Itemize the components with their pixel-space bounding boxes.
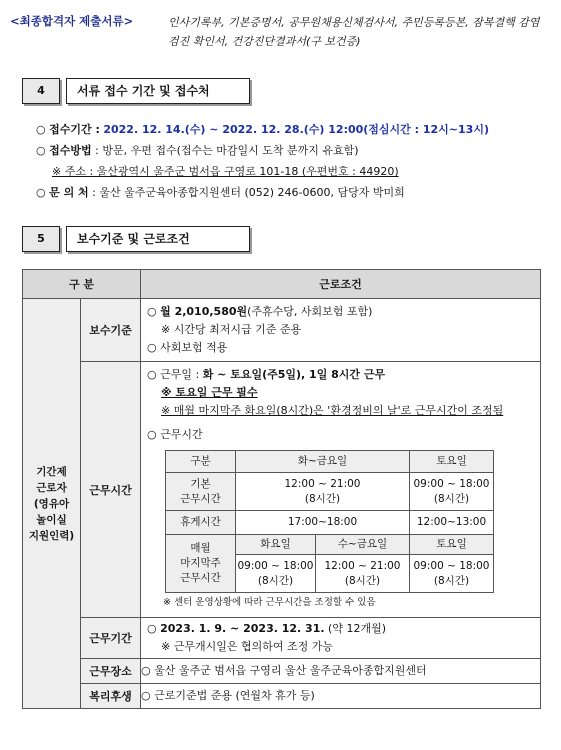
hours-line-3: ※ 매월 마지막주 화요일(8시간)은 '환경정비의 날'로 근무시간이 조정됨 (161, 404, 504, 417)
hours-line-4: ○ 근무시간 (147, 428, 203, 441)
work-period: 2023. 1. 9. ~ 2023. 12. 31. (160, 622, 325, 635)
section-5-number: 5 (22, 226, 60, 252)
break-tue-fri: 17:00~18:00 (236, 511, 410, 535)
last-week-wed-fri: 12:00 ~ 21:00 (8시간) (316, 555, 410, 593)
last-week-sat: 09:00 ~ 18:00 (8시간) (410, 555, 494, 593)
break-sat: 12:00~13:00 (410, 511, 494, 535)
application-period (36, 121, 489, 139)
last-week-header-wed-fri: 수~금요일 (316, 535, 410, 555)
workday-label: 근무일 : (156, 368, 203, 381)
hours-cell (141, 362, 541, 618)
period-line-2: ※ 근무개시일은 협의하여 조정 가능 (161, 640, 333, 653)
place-label: 근무장소 (81, 659, 141, 684)
workday-value: 화 ~ 토요일(주5일), 1일 8시간 근무 (202, 368, 386, 381)
contact-value: : 울산 울주군육아종합지원센터 (052) 246-0600, 담당자 박미희 (88, 186, 405, 199)
pay-line-1 (141, 303, 540, 321)
welfare-label: 복리후생 (81, 684, 141, 709)
section-5-title: 보수기준 및 근로조건 (66, 226, 250, 252)
contact (36, 184, 405, 202)
pay-detail: (주휴수당, 사회보험 포함) (247, 305, 373, 318)
bullet: ○ (147, 622, 157, 635)
period-label: 근무기간 (81, 618, 141, 659)
place-value: ○ 울산 울주군 범서읍 구영리 울산 울주군육아종합지원센터 (141, 659, 541, 684)
period-label: 접수기간 : (49, 123, 100, 136)
inner-header-division: 구분 (166, 451, 236, 473)
address-note: ※ 주소 : 울산광역시 울주군 범서읍 구영로 101-18 (우편번호 : 44920) (52, 165, 399, 178)
pay-label: 보수기준 (81, 299, 141, 362)
last-week-label: 매월 마지막주 근무시간 (166, 535, 236, 593)
basic-hours-tue-fri: 12:00 ~ 21:00 (8시간) (236, 473, 410, 511)
work-hours-table (165, 450, 494, 593)
period-cell (141, 618, 541, 659)
last-week-header-tue: 화요일 (236, 535, 316, 555)
inner-header-sat: 토요일 (410, 451, 494, 473)
period-approx: (약 12개월) (324, 622, 386, 635)
method-label: 접수방법 (49, 144, 92, 157)
monthly-pay: 월 2,010,580원 (160, 305, 248, 318)
application-method (36, 142, 359, 160)
bullet: ○ (147, 368, 157, 381)
hours-label: 근무시간 (81, 362, 141, 618)
final-documents-text: 인사기록부, 기본증명서, 공무원채용신체검사서, 주민등록등본, 잠복결핵 감염 검진 확인서, 건강진단결과서(구 보건증) (168, 16, 540, 48)
inner-header-tue-fri: 화~금요일 (236, 451, 410, 473)
contact-label: 문 의 처 (49, 186, 89, 199)
section-4-number: 4 (22, 78, 60, 104)
header-conditions: 근로조건 (141, 270, 541, 299)
final-documents-label: <최종합격자 제출서류> (10, 14, 134, 28)
period-value: 2022. 12. 14.(수) ~ 2022. 12. 28.(수) 12:00(점심시간 : 12시~13시) (103, 123, 489, 136)
hours-adjust-note: ※ 센터 운영상황에 따라 근무시간을 조정할 수 있음 (163, 597, 376, 608)
hours-line-1 (141, 366, 540, 384)
pay-line-3: ○ 사회보험 적용 (147, 341, 228, 354)
basic-hours-label: 기본 근무시간 (166, 473, 236, 511)
bullet: ○ (147, 305, 157, 318)
hours-line-2: ※ 토요일 근무 필수 (161, 386, 258, 399)
section-4-title: 서류 접수 기간 및 접수처 (66, 78, 250, 104)
bullet: ○ (36, 144, 46, 157)
basic-hours-sat: 09:00 ~ 18:00 (8시간) (410, 473, 494, 511)
conditions-table (22, 269, 541, 709)
bullet: ○ (36, 123, 46, 136)
side-label: 기간제 근로자 (영유아 놀이실 지원인력) (23, 299, 81, 709)
header-category: 구 분 (23, 270, 141, 299)
pay-cell (141, 299, 541, 362)
bullet: ○ (36, 186, 46, 199)
last-week-tue: 09:00 ~ 18:00 (8시간) (236, 555, 316, 593)
method-value: : 방문, 우편 접수(접수는 마감일시 도착 분까지 유효함) (91, 144, 359, 157)
welfare-value: ○ 근로기준법 준용 (연월차 휴가 등) (141, 684, 541, 709)
last-week-header-sat: 토요일 (410, 535, 494, 555)
break-label: 휴게시간 (166, 511, 236, 535)
pay-line-2: ※ 시간당 최저시급 기준 준용 (161, 323, 302, 336)
period-line-1 (141, 620, 540, 638)
